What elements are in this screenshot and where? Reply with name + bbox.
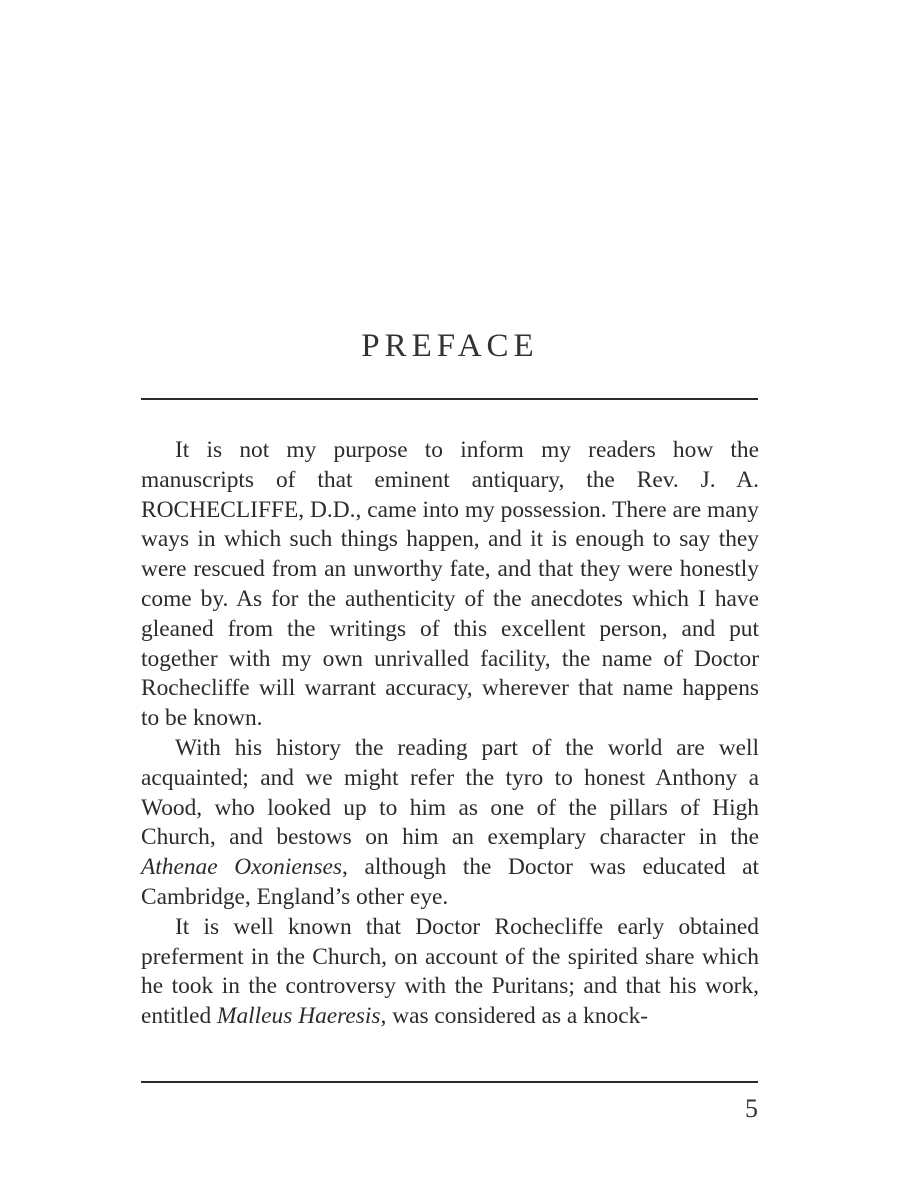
paragraph-3-text-a: It is well known that Doctor Rochecliffe early obtained preferment in the Church, on account of the spirited share which he took in the controversy with the Puritans; and that his work, entitled xyxy=(141,913,759,1030)
paragraph-2 xyxy=(141,734,759,913)
paragraph-1 xyxy=(141,436,759,734)
book-title-athenae: Athenae Oxonienses xyxy=(141,854,343,881)
paragraph-1-text: It is not my purpose to inform my readers how the manuscripts of that eminent antiquary, the Rev. J. A. ROCHECLIFFE, D.D., came into my possession. There are many ways in which such things happen, and it is enough to say they were rescued from an unworthy fate, and that they were honestly come by. As for the authenticity of the anecdotes which I have gleaned from the writings of this excellent person, and put together with my own unrivalled facility, the name of Doctor Rochecliffe will warrant accuracy, wherever that name happens to be known. xyxy=(141,437,759,732)
page-number: 5 xyxy=(745,1094,758,1123)
body-text xyxy=(141,436,759,1032)
paragraph-3-text-b: , was considered as a knock- xyxy=(380,1003,649,1030)
book-title-malleus: Malleus Haeresis xyxy=(217,1003,381,1030)
paragraph-2-text-b: , although the Doctor was educated at Cambridge, England’s other eye. xyxy=(141,854,760,910)
paragraph-3 xyxy=(141,913,759,1032)
paragraph-2-text-a: With his history the reading part of the world are well acquainted; and we might refer the tyro to honest Anthony a Wood, who looked up to him as one of the pillars of High Church, and bestows on him an exemplary character in the xyxy=(141,734,759,851)
top-rule xyxy=(141,398,758,400)
chapter-heading: PREFACE xyxy=(361,328,539,364)
bottom-rule xyxy=(141,1081,758,1083)
